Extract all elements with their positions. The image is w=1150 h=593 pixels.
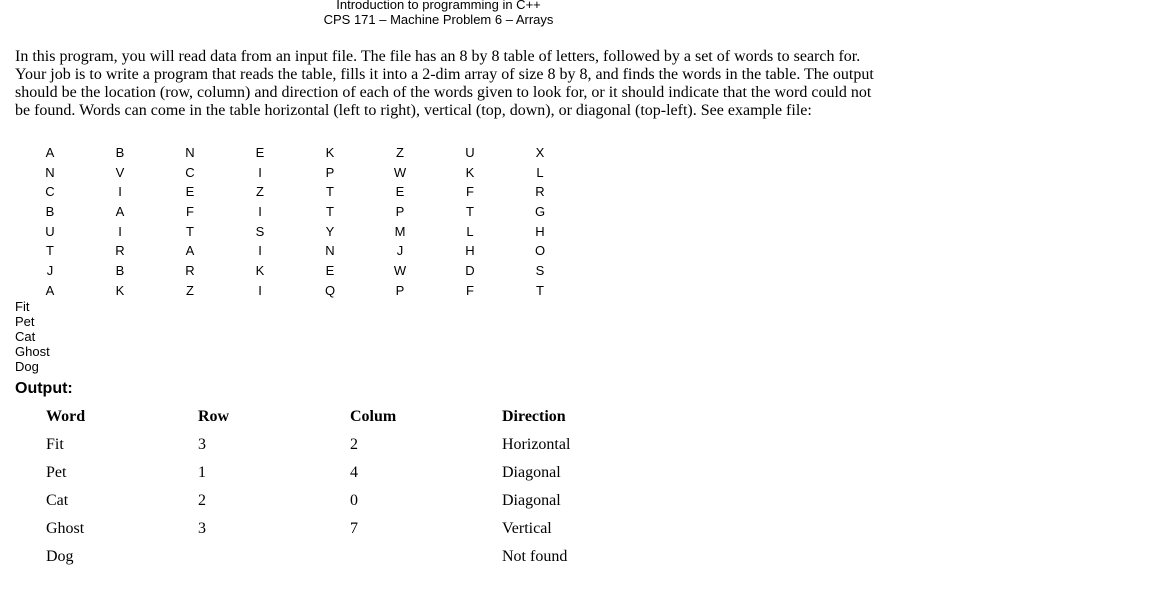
grid-cell: I [118, 184, 122, 200]
grid-row [15, 143, 575, 163]
grid-cell: B [115, 145, 125, 160]
grid-cell: E [395, 184, 405, 200]
grid-cell: D [465, 263, 475, 279]
cell-row: 3 [198, 520, 206, 537]
grid-cell: S [535, 263, 545, 279]
cell-word: Dog [46, 548, 74, 565]
table-row [46, 515, 654, 543]
grid-cell: K [465, 164, 475, 180]
grid-cell: S [255, 223, 265, 239]
grid-cell: U [465, 145, 475, 160]
cell-column: 4 [350, 464, 358, 481]
document-header [0, 0, 877, 27]
search-word: Dog [15, 359, 39, 374]
grid-row [15, 163, 575, 183]
grid-cell: P [395, 204, 405, 220]
grid-cell: U [45, 223, 55, 239]
grid-cell: L [466, 223, 474, 239]
grid-cell: C [185, 164, 195, 180]
search-word: Fit [15, 299, 30, 314]
cell-direction: Not found [502, 548, 568, 565]
search-word: Pet [15, 314, 35, 329]
grid-cell: F [186, 204, 194, 220]
grid-cell: T [326, 204, 334, 220]
grid-cell: T [536, 282, 544, 298]
cell-word: Ghost [46, 520, 85, 537]
table-row [46, 459, 654, 487]
grid-cell: I [258, 243, 262, 259]
output-table [46, 403, 654, 571]
cell-column: 2 [350, 436, 358, 453]
grid-cell: R [185, 263, 195, 279]
grid-cell: G [534, 204, 546, 220]
grid-cell: H [535, 223, 545, 239]
grid-cell: W [393, 164, 407, 180]
grid-cell: N [45, 164, 55, 180]
grid-cell: N [185, 145, 195, 160]
cell-column: 7 [350, 520, 358, 537]
grid-cell: Z [396, 145, 404, 160]
grid-cell: K [255, 263, 265, 279]
grid-cell: K [115, 282, 125, 298]
grid-cell: A [185, 243, 195, 259]
grid-row [15, 261, 575, 281]
assignment-title: CPS 171 – Machine Problem 6 – Arrays [323, 12, 554, 27]
column-header-direction: Direction [502, 408, 566, 425]
cell-word: Pet [46, 464, 67, 481]
column-header-column: Colum [350, 408, 397, 425]
intro-paragraph: In this program, you will read data from an input file. The file has an 8 by 8 table of letters, followed by a set of words to search for. Your job is to write a program that reads the table, fills it into a 2-dim array of size 8 by 8, and finds the words in the table. The output should be the location (row, column) and direction of each of the words given to look for, or it should indicate that the word could not be found. Words can come in the table horizontal (left to right), vertical (top, down), or diagonal (top-left). See example file: [15, 48, 874, 119]
grid-cell: T [186, 223, 194, 239]
cell-direction: Diagonal [502, 492, 561, 509]
grid-cell: T [46, 243, 54, 259]
grid-cell: J [46, 263, 54, 279]
cell-direction: Diagonal [502, 464, 561, 481]
table-row [46, 543, 654, 571]
grid-row [15, 182, 575, 202]
grid-row [15, 281, 575, 301]
grid-cell: O [534, 243, 546, 259]
grid-cell: I [118, 223, 122, 239]
grid-cell: M [394, 223, 406, 239]
grid-cell: P [395, 282, 405, 298]
letter-grid [15, 143, 575, 301]
grid-cell: P [325, 164, 335, 180]
table-row [46, 487, 654, 515]
grid-cell: F [466, 282, 474, 298]
cell-row: 1 [198, 464, 206, 481]
grid-cell: I [258, 282, 262, 298]
cell-row: 2 [198, 492, 206, 509]
grid-cell: E [185, 184, 195, 200]
grid-cell: A [45, 145, 55, 160]
cell-direction: Horizontal [502, 436, 571, 453]
grid-cell: Z [256, 184, 264, 200]
cell-word: Fit [46, 436, 64, 453]
grid-cell: E [255, 145, 265, 160]
grid-cell: L [536, 164, 544, 180]
grid-cell: A [45, 282, 55, 298]
cell-direction: Vertical [502, 520, 552, 537]
grid-cell: R [535, 184, 545, 200]
grid-row [15, 202, 575, 222]
cell-column: 0 [350, 492, 358, 509]
column-header-row: Row [198, 408, 230, 425]
grid-cell: H [465, 243, 475, 259]
grid-cell: T [466, 204, 474, 220]
grid-cell: I [258, 164, 262, 180]
grid-row [15, 241, 575, 261]
search-word-list [15, 299, 50, 374]
grid-cell: E [325, 263, 335, 279]
grid-cell: B [115, 263, 125, 279]
grid-cell: R [115, 243, 125, 259]
search-word: Cat [15, 329, 36, 344]
cell-row: 3 [198, 436, 206, 453]
grid-cell: Q [324, 282, 336, 298]
search-word: Ghost [15, 344, 50, 359]
output-table-header [46, 403, 654, 431]
grid-cell: C [45, 184, 55, 200]
grid-cell: K [325, 145, 335, 160]
grid-cell: X [535, 145, 545, 160]
course-title: Introduction to programming in C++ [336, 0, 541, 12]
grid-cell: I [258, 204, 262, 220]
cell-word: Cat [46, 492, 69, 509]
grid-cell: F [466, 184, 474, 200]
output-heading: Output: [15, 380, 73, 397]
grid-cell: A [115, 204, 125, 220]
column-header-word: Word [46, 408, 86, 425]
grid-cell: W [393, 263, 407, 279]
grid-cell: B [45, 204, 55, 220]
table-row [46, 431, 654, 459]
grid-cell: V [115, 164, 125, 180]
grid-cell: Z [186, 282, 194, 298]
grid-cell: T [326, 184, 334, 200]
grid-row [15, 222, 575, 242]
grid-cell: J [396, 243, 404, 259]
grid-cell: Y [325, 223, 335, 239]
grid-cell: N [325, 243, 335, 259]
